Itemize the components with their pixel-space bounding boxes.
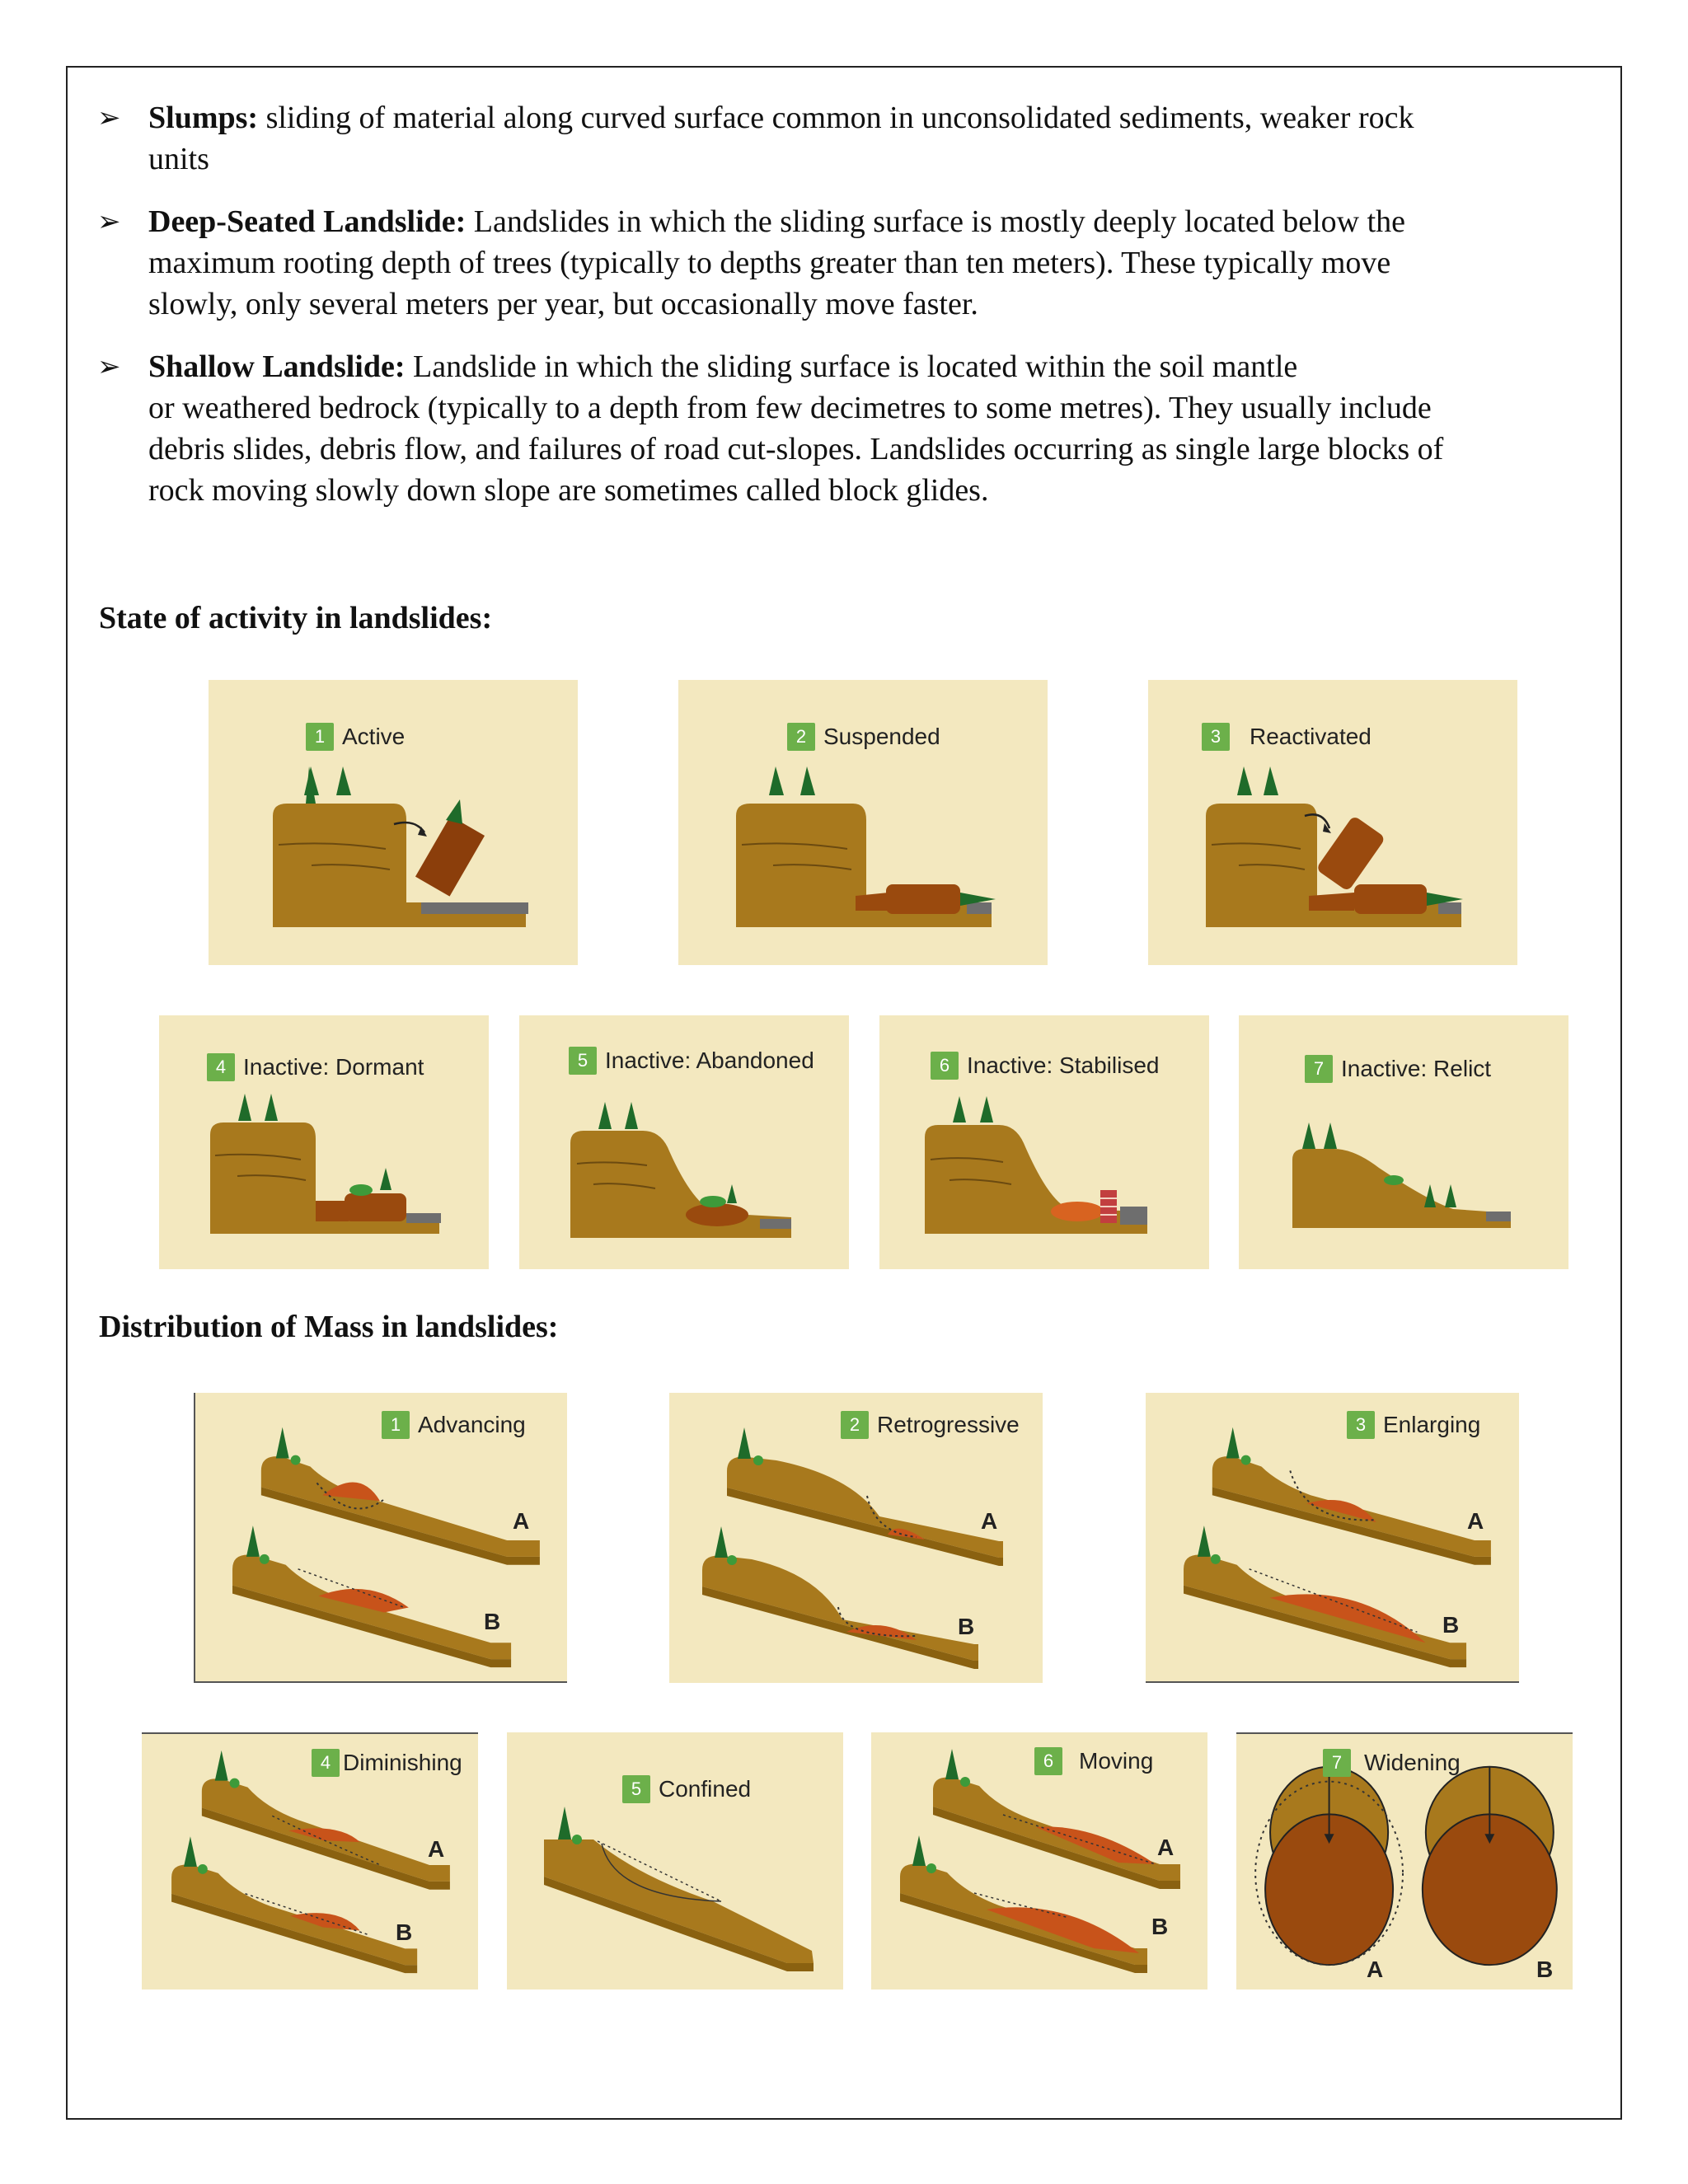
panel-suspended <box>678 680 1048 965</box>
number-badge: 2 <box>841 1411 869 1439</box>
marker-a: A <box>981 1508 998 1534</box>
number-badge: 5 <box>622 1775 650 1803</box>
panel-title: 3 Reactivated <box>1202 723 1372 751</box>
panel-title: 4 Inactive: Dormant <box>207 1053 424 1081</box>
marker-a: A <box>428 1836 445 1862</box>
number-badge: 6 <box>1034 1747 1062 1775</box>
marker-b: B <box>1536 1957 1554 1982</box>
panel-inactive-stabilised <box>879 1015 1209 1269</box>
bullet-slumps: ➢ Slumps: sliding of material along curved surface common in unconsolidated sediments, weaker rock units <box>148 97 1582 180</box>
number-badge: 7 <box>1305 1055 1333 1083</box>
panel-advancing <box>194 1393 567 1683</box>
term: Shallow Landslide: <box>148 349 406 384</box>
term: Deep-Seated Landslide: <box>148 204 467 239</box>
marker-b: B <box>396 1919 413 1945</box>
panel-title: 6 Inactive: Stabilised <box>931 1052 1159 1080</box>
panel-enlarging <box>1146 1393 1519 1683</box>
panel-title: 6 Moving <box>1034 1747 1153 1775</box>
panel-inactive-abandoned <box>519 1015 849 1269</box>
marker-b: B <box>1151 1914 1169 1939</box>
number-badge: 4 <box>207 1053 235 1081</box>
number-badge: 3 <box>1347 1411 1375 1439</box>
panel-title: 7 Inactive: Relict <box>1305 1055 1491 1083</box>
bullet-shallow: ➢ Shallow Landslide: Landslide in which the sliding surface is located within the soil mantle or weathered bedrock (typically to a depth from few decimetres to some metres). They usually include debris slides, debris flow, and failures of road cut-slopes. Landslides occurring as single large blocks of rock moving slowly down slope are sometimes called block glides. <box>148 346 1582 511</box>
relict-landslide-illustration <box>1239 1015 1568 1269</box>
panel-title: 1 Advancing <box>382 1411 526 1439</box>
panel-inactive-dormant <box>159 1015 489 1269</box>
panel-title: 5 Confined <box>622 1775 751 1803</box>
number-badge: 1 <box>382 1411 410 1439</box>
number-badge: 1 <box>306 723 334 751</box>
number-badge: 2 <box>787 723 815 751</box>
number-badge: 6 <box>931 1052 959 1080</box>
panel-title: 5 Inactive: Abandoned <box>569 1047 814 1075</box>
heading-state-of-activity: State of activity in landslides: <box>99 601 493 635</box>
panel-title: 3 Enlarging <box>1347 1411 1480 1439</box>
confined-illustration <box>507 1732 843 1990</box>
marker-a: A <box>1157 1835 1175 1860</box>
panel-active <box>209 680 578 965</box>
number-badge: 4 <box>312 1749 340 1777</box>
marker-b: B <box>1442 1612 1460 1638</box>
panel-moving <box>871 1732 1207 1990</box>
marker-a: A <box>1367 1957 1384 1982</box>
panel-title: 2 Suspended <box>787 723 940 751</box>
arrow-bullet-icon: ➢ <box>97 205 121 238</box>
panel-title: 1 Active <box>306 723 405 751</box>
panel-title: 4 Diminishing <box>312 1749 462 1777</box>
panel-inactive-relict <box>1239 1015 1568 1269</box>
panel-reactivated <box>1148 680 1517 965</box>
heading-distribution-of-mass: Distribution of Mass in landslides: <box>99 1310 559 1344</box>
marker-b: B <box>484 1609 501 1634</box>
marker-a: A <box>1467 1508 1484 1534</box>
panel-widening <box>1236 1732 1573 1990</box>
panel-title: 2 Retrogressive <box>841 1411 1020 1439</box>
number-badge: 7 <box>1323 1749 1351 1777</box>
panel-confined <box>507 1732 843 1990</box>
marker-b: B <box>958 1614 975 1639</box>
number-badge: 3 <box>1202 723 1230 751</box>
panel-title: 7 Widening <box>1323 1749 1461 1777</box>
panel-diminishing <box>142 1732 478 1990</box>
arrow-bullet-icon: ➢ <box>97 101 121 134</box>
term: Slumps: <box>148 101 259 135</box>
panel-retrogressive <box>669 1393 1043 1683</box>
marker-a: A <box>513 1508 530 1534</box>
number-badge: 5 <box>569 1047 597 1075</box>
arrow-bullet-icon: ➢ <box>97 350 121 383</box>
bullet-deep-seated: ➢ Deep-Seated Landslide: Landslides in which the sliding surface is mostly deeply located below the maximum rooting depth of trees (typically to depths greater than ten meters). These typically move slowly, only several meters per year, but occasionally move faster. <box>148 201 1582 325</box>
